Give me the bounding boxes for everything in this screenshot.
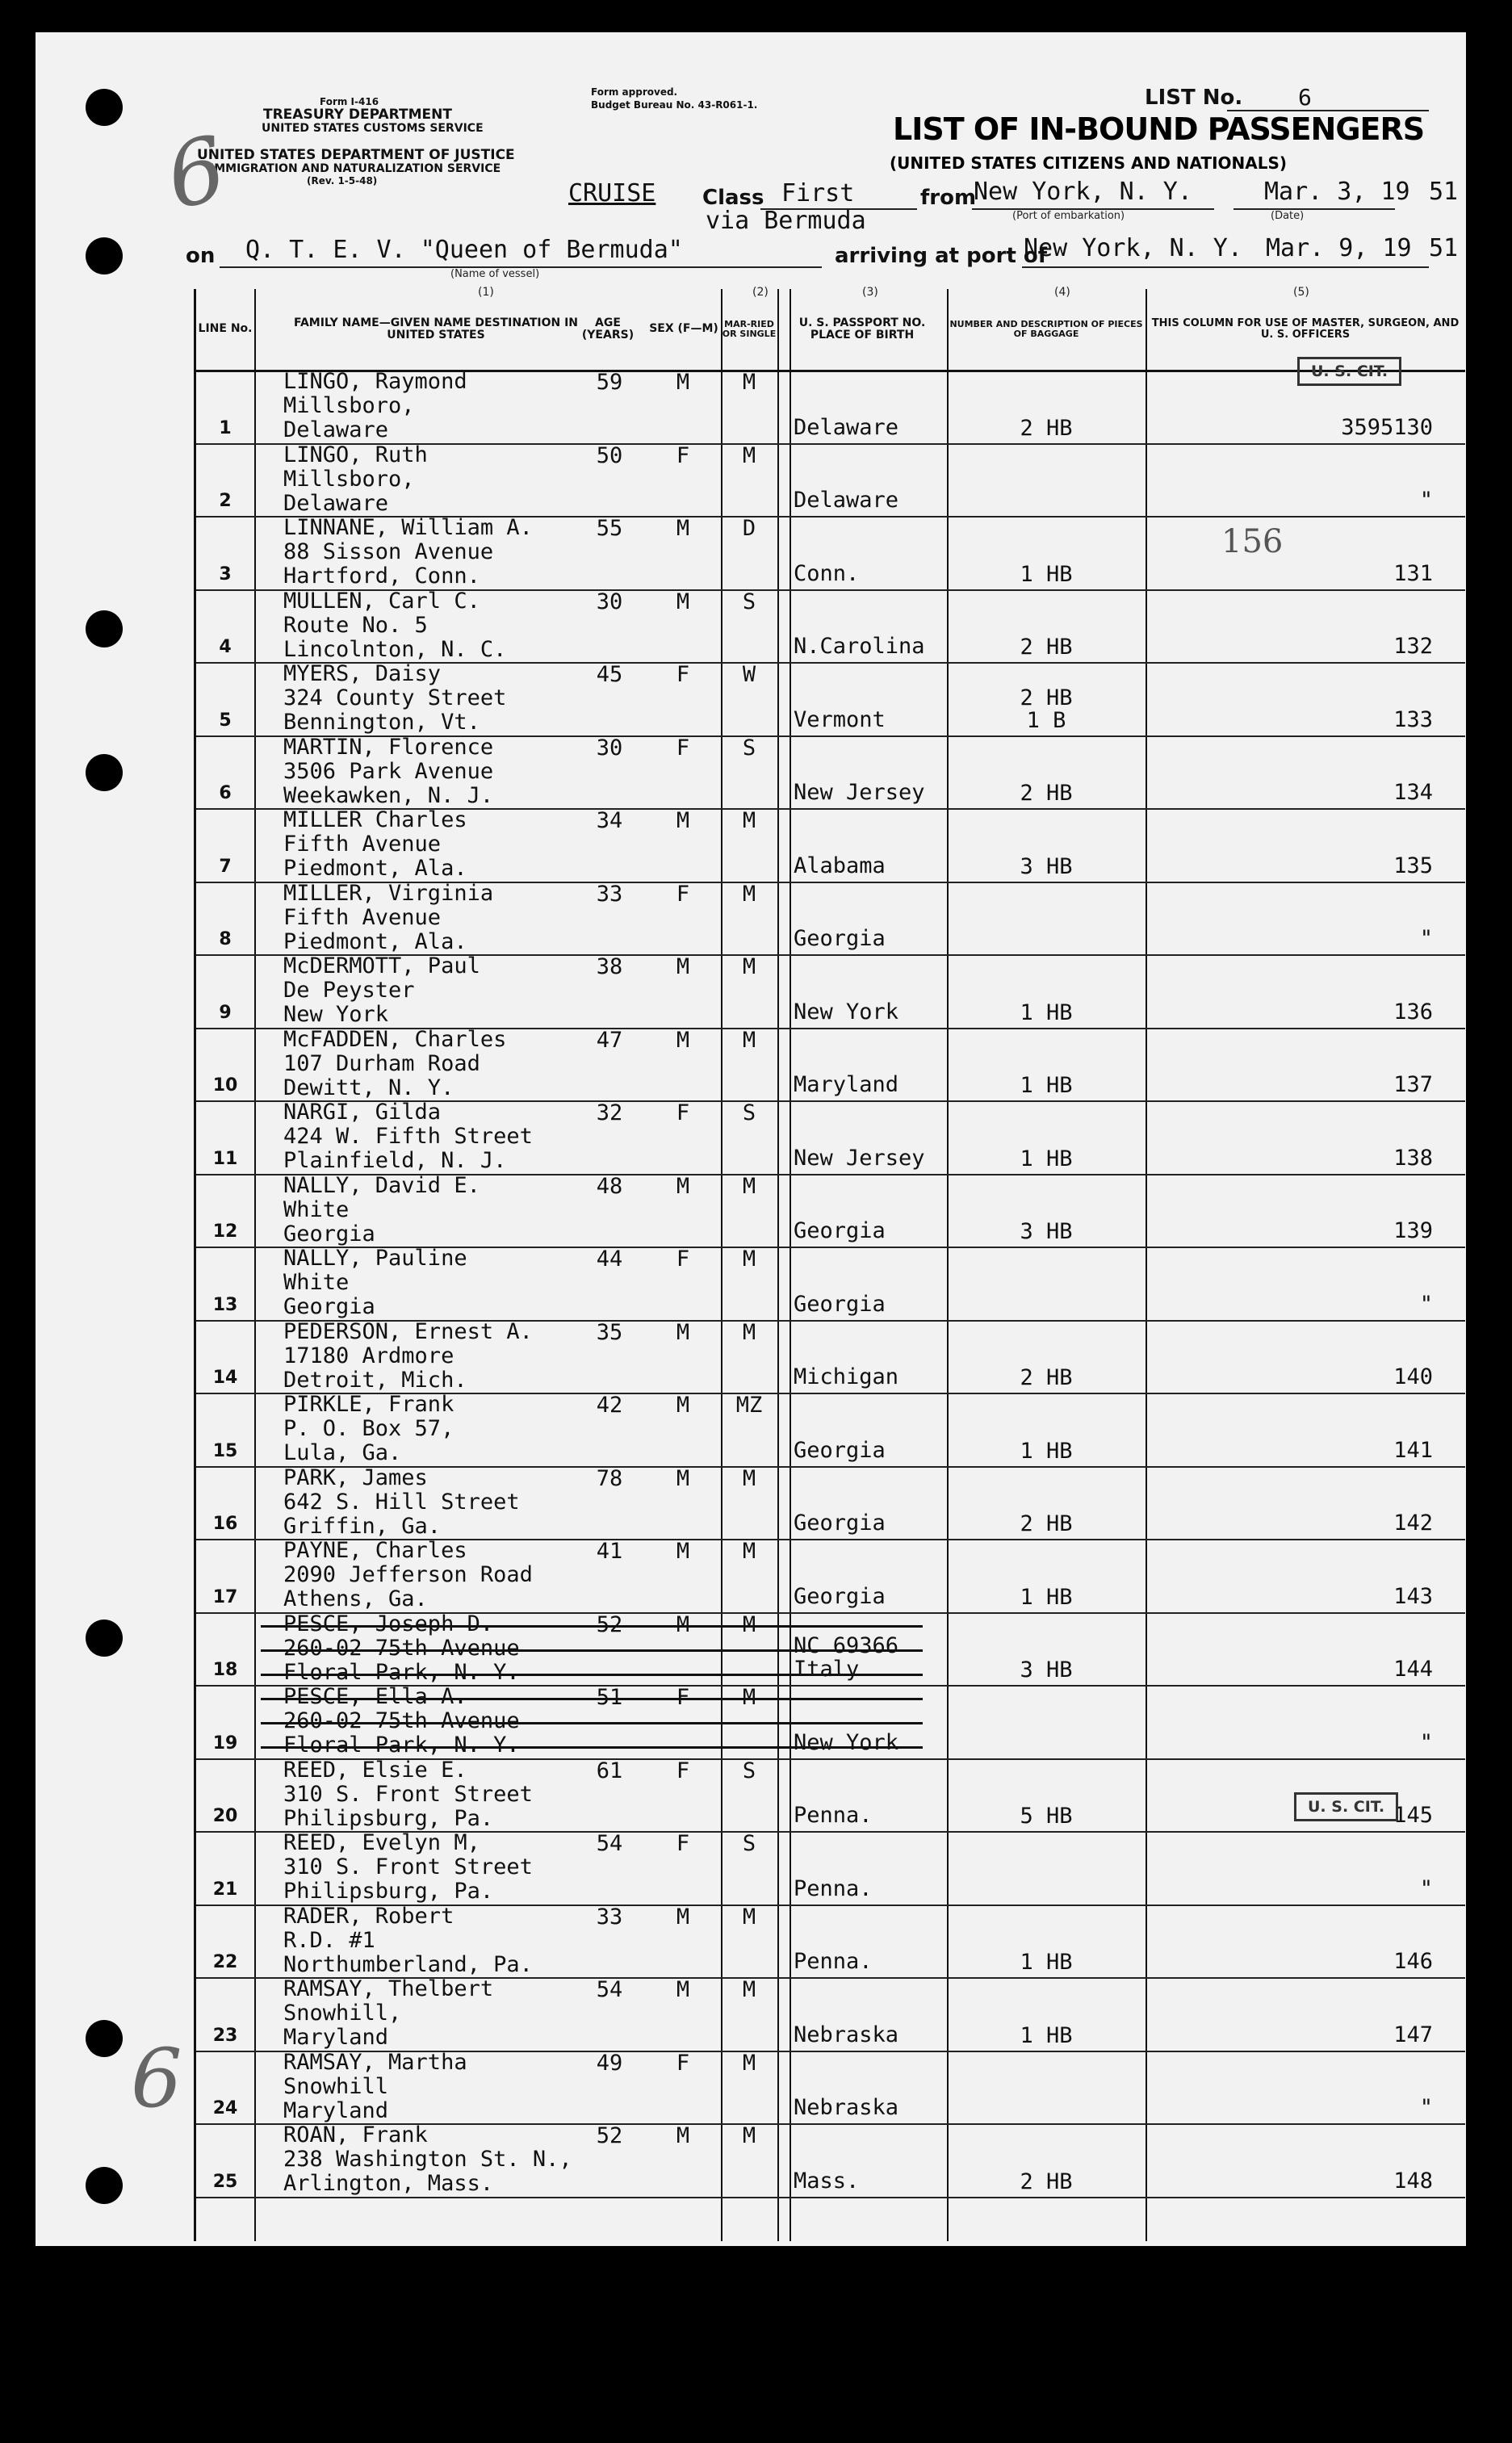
place-of-birth-cell: Penna. — [794, 1803, 873, 1828]
officer-number-cell: " — [1419, 1729, 1433, 1755]
age-cell: 50 — [596, 442, 623, 468]
line-number: 7 — [219, 856, 232, 877]
line-number: 23 — [212, 2025, 238, 2046]
agency-treasury: TREASURY DEPARTMENT — [263, 107, 452, 123]
us-citizen-stamp: U. S. CIT. — [1297, 357, 1401, 386]
col-header-baggage: NUMBER AND DESCRIPTION OF PIECES OF BAGGAGE — [947, 289, 1146, 372]
strikethrough-line — [261, 1625, 923, 1628]
agency-justice: UNITED STATES DEPARTMENT OF JUSTICE — [197, 147, 515, 163]
date-line — [1233, 208, 1395, 210]
sex-cell: M — [676, 1977, 690, 2002]
place-of-birth-cell: Penna. — [794, 1875, 873, 1901]
sex-cell: F — [676, 1100, 690, 1125]
sex-cell: M — [676, 1465, 690, 1491]
table-row — [196, 1831, 1465, 1906]
table-row — [196, 1028, 1465, 1103]
marital-status-cell: S — [742, 1758, 756, 1783]
class-label: Class — [702, 186, 764, 210]
officer-number-cell: 145 — [1393, 1803, 1433, 1828]
sex-cell: M — [676, 1027, 690, 1053]
passenger-table — [194, 289, 1465, 2241]
passenger-name-destination: PESCE, Ella A. 260-02 75th Avenue Floral Park, N. Y. — [283, 1684, 520, 1758]
line-number: 17 — [212, 1586, 238, 1607]
punch-hole — [86, 610, 123, 647]
passenger-name-destination: PIRKLE, Frank P. O. Box 57, Lula, Ga. — [283, 1392, 454, 1465]
place-of-birth-cell: Nebraska — [794, 2095, 899, 2120]
table-row — [196, 1758, 1465, 1833]
table-row — [196, 1466, 1465, 1541]
marital-status-cell: M — [742, 1685, 756, 1710]
passenger-name-destination: LINNANE, William A. 88 Sisson Avenue Hartford, Conn. — [283, 515, 533, 589]
marital-status-cell: MZ — [735, 1393, 763, 1418]
baggage-cell: 1 HB — [1020, 999, 1073, 1025]
table-row — [196, 735, 1465, 811]
table-row — [196, 1905, 1465, 1980]
age-cell: 61 — [596, 1758, 623, 1783]
arriving-label: arriving at port of — [835, 244, 1048, 268]
sex-cell: M — [676, 1393, 690, 1418]
marital-status-cell: S — [742, 735, 756, 761]
col-header-age: AGE (YEARS) — [569, 289, 647, 372]
passenger-name-destination: MYERS, Daisy 324 County Street Bennington, Vt. — [283, 661, 507, 735]
punch-hole — [86, 237, 123, 274]
departure-year: 51 — [1429, 178, 1459, 206]
col-number-2: (2) — [752, 286, 769, 299]
strikethrough-line — [261, 1746, 923, 1749]
arrival-date: Mar. 9, 19 — [1266, 234, 1412, 262]
line-number: 16 — [212, 1514, 238, 1534]
place-of-birth-cell: Delaware — [794, 414, 899, 440]
from-port: New York, N. Y. — [974, 178, 1192, 206]
passenger-name-destination: PESCE, Joseph D. 260-02 75th Avenue Floral Park, N. Y. — [283, 1611, 520, 1685]
marital-status-cell: M — [742, 1319, 756, 1345]
officer-number-cell: 134 — [1393, 780, 1433, 805]
passenger-name-destination: NALLY, Pauline White Georgia — [283, 1246, 467, 1319]
line-number: 20 — [212, 1806, 238, 1826]
baggage-cell: 2 HB — [1020, 635, 1073, 660]
line-number: 18 — [212, 1660, 238, 1680]
place-of-birth-cell: Georgia — [794, 1291, 886, 1317]
line-number: 10 — [212, 1075, 238, 1096]
marital-status-cell: M — [742, 2050, 756, 2076]
officer-number-cell: 137 — [1393, 1072, 1433, 1097]
officer-number-cell: " — [1419, 926, 1433, 951]
baggage-cell: 3 HB — [1020, 1657, 1073, 1682]
marital-status-cell: S — [742, 1100, 756, 1125]
line-number: 14 — [212, 1368, 238, 1388]
place-of-birth-cell: Vermont — [794, 706, 886, 732]
table-row — [196, 370, 1465, 445]
officer-number-cell: 148 — [1393, 2168, 1433, 2194]
list-number-value: 6 — [1298, 84, 1312, 111]
sex-cell: F — [676, 1758, 690, 1783]
from-label: from — [920, 186, 977, 210]
cruise-label: CRUISE — [568, 179, 656, 207]
passenger-name-destination: ROAN, Frank 238 Washington St. N., Arlington, Mass. — [283, 2122, 572, 2196]
place-of-birth-cell: Georgia — [794, 1511, 886, 1536]
baggage-cell: 2 HB — [1020, 2169, 1073, 2194]
form-approved: Form approved. — [591, 86, 678, 98]
place-of-birth-cell: Michigan — [794, 1364, 899, 1389]
line-number: 6 — [219, 783, 232, 803]
line-number: 2 — [219, 491, 232, 511]
col-header-sex: SEX (F—M) — [647, 289, 721, 372]
marital-status-cell: M — [742, 1904, 756, 1930]
officer-number-cell: 131 — [1393, 560, 1433, 586]
via-route: via Bermuda — [706, 207, 866, 235]
agency-ins: IMMIGRATION AND NATURALIZATION SERVICE — [210, 162, 501, 175]
sex-cell: M — [676, 1904, 690, 1930]
col-number-3: (3) — [862, 286, 878, 299]
baggage-cell: 2 HB — [1020, 1365, 1073, 1390]
col-header-officers: THIS COLUMN FOR USE OF MASTER, SURGEON, AND U. S. OFFICERS — [1146, 289, 1465, 372]
sex-cell: M — [676, 1539, 690, 1564]
place-of-birth-cell: Delaware — [794, 488, 899, 513]
budget-bureau: Budget Bureau No. 43-R061-1. — [591, 99, 758, 111]
baggage-cell: 1 HB — [1020, 1584, 1073, 1610]
baggage-cell: 1 HB — [1020, 1950, 1073, 1975]
place-of-birth-cell: Georgia — [794, 1218, 886, 1243]
age-cell: 78 — [596, 1465, 623, 1491]
baggage-cell: 3 HB — [1020, 853, 1073, 879]
baggage-cell: 1 HB — [1020, 2022, 1073, 2048]
line-number: 4 — [219, 637, 232, 657]
officer-number-cell: 132 — [1393, 634, 1433, 659]
age-cell: 42 — [596, 1393, 623, 1418]
passenger-name-destination: RAMSAY, Martha Snowhill Maryland — [283, 2049, 467, 2123]
sex-cell: M — [676, 370, 690, 395]
line-number: 11 — [212, 1148, 238, 1169]
marital-status-cell: M — [742, 2123, 756, 2148]
strikethrough-line — [261, 1674, 923, 1676]
table-row — [196, 1320, 1465, 1395]
arrival-year: 51 — [1429, 234, 1459, 262]
officer-number-cell: 142 — [1393, 1511, 1433, 1536]
line-number: 22 — [212, 1952, 238, 1972]
sex-cell: F — [676, 1685, 690, 1710]
baggage-cell: 2 HB — [1020, 415, 1073, 441]
col-number-5: (5) — [1293, 286, 1309, 299]
marital-status-cell: M — [742, 1027, 756, 1053]
sex-cell: M — [676, 1611, 690, 1637]
vessel-caption: (Name of vessel) — [450, 268, 540, 280]
officer-number-cell: 144 — [1393, 1657, 1433, 1682]
passenger-name-destination: NARGI, Gilda 424 W. Fifth Street Plainfield, N. J. — [283, 1100, 533, 1173]
arrival-line — [1022, 266, 1429, 268]
line-number: 24 — [212, 2098, 238, 2118]
age-cell: 44 — [596, 1247, 623, 1272]
punch-hole — [86, 754, 123, 791]
age-cell: 32 — [596, 1100, 623, 1125]
col-number-1: (1) — [478, 286, 494, 299]
marital-status-cell: S — [742, 589, 756, 614]
page-title: LIST OF IN-BOUND PASSENGERS — [893, 111, 1425, 147]
baggage-cell: 3 HB — [1020, 1219, 1073, 1244]
sex-cell: F — [676, 2050, 690, 2076]
officer-number-cell: 135 — [1393, 853, 1433, 878]
table-row — [196, 2123, 1465, 2198]
passenger-name-destination: MARTIN, Florence 3506 Park Avenue Weekawken, N. J. — [283, 734, 494, 808]
date-caption: (Date) — [1271, 210, 1305, 222]
age-cell: 33 — [596, 881, 623, 907]
officer-number-cell: " — [1419, 1875, 1433, 1901]
table-row — [196, 1685, 1465, 1760]
place-of-birth-cell: Georgia — [794, 926, 886, 951]
baggage-cell: 2 HB — [1020, 781, 1073, 806]
punch-hole — [86, 89, 123, 126]
place-of-birth-cell: Georgia — [794, 1437, 886, 1463]
table-row — [196, 589, 1465, 664]
officer-number-cell: 138 — [1393, 1145, 1433, 1171]
table-row — [196, 1247, 1465, 1322]
vessel-name: Q. T. E. V. "Queen of Bermuda" — [245, 236, 683, 264]
passport-number-cell: NC 69366 — [794, 1632, 899, 1658]
officer-number-cell: 143 — [1393, 1583, 1433, 1609]
age-cell: 30 — [596, 589, 623, 614]
place-of-birth-cell: Conn. — [794, 560, 860, 586]
table-row — [196, 1174, 1465, 1249]
table-row — [196, 1612, 1465, 1687]
marital-status-cell: W — [742, 662, 756, 687]
baggage-cell: 1 HB — [1020, 1438, 1073, 1464]
marital-status-cell: D — [742, 516, 756, 541]
margin-annotation: 6 — [157, 116, 235, 229]
col-header-passport: U. S. PASSPORT NO. PLACE OF BIRTH — [777, 289, 947, 372]
age-cell: 52 — [596, 2123, 623, 2148]
passenger-name-destination: LINGO, Raymond Millsboro, Delaware — [283, 369, 467, 442]
table-row — [196, 1539, 1465, 1614]
class-value: First — [781, 179, 855, 207]
punch-hole — [86, 2167, 123, 2204]
line-number: 8 — [219, 929, 232, 949]
officer-number-cell: " — [1419, 2095, 1433, 2120]
departure-date: Mar. 3, 19 — [1264, 178, 1410, 206]
age-cell: 49 — [596, 2050, 623, 2076]
marital-status-cell: M — [742, 954, 756, 979]
marital-status-cell: M — [742, 1977, 756, 2002]
agency-customs: UNITED STATES CUSTOMS SERVICE — [262, 122, 484, 135]
age-cell: 35 — [596, 1319, 623, 1345]
table-row — [196, 662, 1465, 737]
form-revision: (Rev. 1-5-48) — [307, 175, 378, 186]
passenger-name-destination: REED, Evelyn M, 310 S. Front Street Philipsburg, Pa. — [283, 1830, 533, 1904]
sex-cell: M — [676, 1319, 690, 1345]
line-number: 25 — [212, 2171, 238, 2192]
passenger-name-destination: PARK, James 642 S. Hill Street Griffin, Ga. — [283, 1465, 520, 1539]
strikethrough-line — [261, 1649, 923, 1652]
place-of-birth-cell: New York — [794, 1729, 899, 1755]
place-of-birth-cell: Italy — [794, 1657, 860, 1682]
age-cell: 54 — [596, 1977, 623, 2002]
col-header-line: LINE No. — [196, 289, 254, 372]
officer-number-cell: 140 — [1393, 1364, 1433, 1389]
line-number: 19 — [212, 1733, 238, 1754]
baggage-cell: 5 HB — [1020, 1804, 1073, 1829]
baggage-cell: 2 HB — [1020, 1511, 1073, 1536]
line-number: 21 — [212, 1879, 238, 1900]
passenger-name-destination: MULLEN, Carl C. Route No. 5 Lincolnton, N. C. — [283, 588, 507, 662]
age-cell: 33 — [596, 1904, 623, 1930]
place-of-birth-cell: Maryland — [794, 1072, 899, 1097]
line-number: 1 — [219, 417, 232, 438]
age-cell: 52 — [596, 1611, 623, 1637]
age-cell: 34 — [596, 808, 623, 833]
passenger-name-destination: MILLER Charles Fifth Avenue Piedmont, Ala. — [283, 807, 467, 881]
place-of-birth-cell: Alabama — [794, 853, 886, 878]
col-header-name: FAMILY NAME—GIVEN NAME DESTINATION IN UNITED STATES — [254, 289, 593, 372]
sex-cell: M — [676, 954, 690, 979]
age-cell: 38 — [596, 954, 623, 979]
table-row — [196, 1100, 1465, 1175]
marital-status-cell: M — [742, 1247, 756, 1272]
line-number: 13 — [212, 1294, 238, 1315]
stamped-number: 156 — [1221, 523, 1284, 560]
passenger-name-destination: McDERMOTT, Paul De Peyster New York — [283, 953, 480, 1027]
marital-status-cell: S — [742, 1831, 756, 1856]
age-cell: 47 — [596, 1027, 623, 1053]
officer-number-cell: 147 — [1393, 2022, 1433, 2047]
marital-status-cell: M — [742, 442, 756, 468]
sex-cell: M — [676, 589, 690, 614]
passenger-name-destination: RADER, Robert R.D. #1 Northumberland, Pa. — [283, 1903, 533, 1977]
line-number: 12 — [212, 1222, 238, 1242]
baggage-cell: 1 HB — [1020, 561, 1073, 587]
baggage-cell: 1 HB — [1020, 1146, 1073, 1171]
passenger-name-destination: McFADDEN, Charles 107 Durham Road Dewitt, N. Y. — [283, 1026, 507, 1100]
sex-cell: F — [676, 442, 690, 468]
sex-cell: M — [676, 516, 690, 541]
age-cell: 54 — [596, 1831, 623, 1856]
punch-hole — [86, 1620, 123, 1657]
table-row — [196, 443, 1465, 518]
sex-cell: F — [676, 662, 690, 687]
passenger-name-destination: PAYNE, Charles 2090 Jefferson Road Athens, Ga. — [283, 1538, 533, 1611]
age-cell: 48 — [596, 1173, 623, 1199]
port-embark-caption: (Port of embarkation) — [1012, 210, 1125, 222]
age-cell: 55 — [596, 516, 623, 541]
officer-number-cell: 139 — [1393, 1218, 1433, 1243]
passenger-name-destination: RAMSAY, Thelbert Snowhill, Maryland — [283, 1976, 494, 2050]
marital-status-cell: M — [742, 881, 756, 907]
sex-cell: F — [676, 1831, 690, 1856]
sex-cell: F — [676, 1247, 690, 1272]
passenger-name-destination: LINGO, Ruth Millsboro, Delaware — [283, 442, 428, 516]
officer-number-cell: 141 — [1393, 1437, 1433, 1463]
officer-number-cell: 3595130 — [1341, 414, 1433, 440]
passenger-name-destination: REED, Elsie E. 310 S. Front Street Philipsburg, Pa. — [283, 1757, 533, 1831]
baggage-cell: 2 HB 1 B — [1020, 685, 1073, 733]
marital-status-cell: M — [742, 1611, 756, 1637]
us-citizen-stamp: U. S. CIT. — [1294, 1792, 1398, 1821]
age-cell: 51 — [596, 1685, 623, 1710]
officer-number-cell: " — [1419, 488, 1433, 513]
age-cell: 45 — [596, 662, 623, 687]
page-subtitle: (UNITED STATES CITIZENS AND NATIONALS) — [890, 153, 1288, 173]
officer-number-cell: 133 — [1393, 706, 1433, 732]
marital-status-cell: M — [742, 808, 756, 833]
table-row — [196, 954, 1465, 1029]
strikethrough-line — [261, 1722, 923, 1724]
line-number: 15 — [212, 1440, 238, 1461]
margin-annotation: 6 — [131, 2031, 182, 2126]
age-cell: 30 — [596, 735, 623, 761]
on-label: on — [186, 244, 216, 268]
table-row — [196, 2051, 1465, 2126]
sex-cell: F — [676, 881, 690, 907]
passenger-name-destination: MILLER, Virginia Fifth Avenue Piedmont, Ala. — [283, 880, 494, 954]
table-row — [196, 808, 1465, 883]
marital-status-cell: M — [742, 370, 756, 395]
officer-number-cell: 136 — [1393, 999, 1433, 1025]
passenger-name-destination: NALLY, David E. White Georgia — [283, 1172, 480, 1247]
sex-cell: M — [676, 2123, 690, 2148]
baggage-cell: 1 HB — [1020, 1073, 1073, 1098]
marital-status-cell: M — [742, 1465, 756, 1491]
place-of-birth-cell: Georgia — [794, 1583, 886, 1609]
strikethrough-line — [261, 1698, 923, 1700]
place-of-birth-cell: New Jersey — [794, 780, 925, 805]
age-cell: 41 — [596, 1539, 623, 1564]
sex-cell: M — [676, 808, 690, 833]
place-of-birth-cell: Mass. — [794, 2168, 860, 2194]
table-row — [196, 1977, 1465, 2052]
marital-status-cell: M — [742, 1173, 756, 1199]
place-of-birth-cell: Nebraska — [794, 2022, 899, 2047]
arrival-port: New York, N. Y. — [1024, 234, 1242, 262]
punch-hole — [86, 2020, 123, 2057]
table-row — [196, 1393, 1465, 1468]
place-of-birth-cell: N.Carolina — [794, 634, 925, 659]
officer-number-cell: 146 — [1393, 1949, 1433, 1974]
age-cell: 59 — [596, 370, 623, 395]
col-header-married: MAR-RIED OR SINGLE — [721, 289, 777, 372]
officer-number-cell: " — [1419, 1291, 1433, 1317]
form-number: Form I-416 — [320, 96, 379, 107]
passenger-name-destination: PEDERSON, Ernest A. 17180 Ardmore Detroit, Mich. — [283, 1318, 533, 1393]
line-number: 3 — [219, 564, 232, 585]
list-number-label: LIST No. — [1145, 86, 1243, 110]
marital-status-cell: M — [742, 1539, 756, 1564]
table-row — [196, 882, 1465, 957]
line-number: 9 — [219, 1002, 232, 1023]
col-number-4: (4) — [1054, 286, 1070, 299]
sex-cell: M — [676, 1173, 690, 1199]
place-of-birth-cell: New York — [794, 999, 899, 1025]
place-of-birth-cell: Penna. — [794, 1949, 873, 1974]
sex-cell: F — [676, 735, 690, 761]
place-of-birth-cell: New Jersey — [794, 1145, 925, 1171]
line-number: 5 — [219, 710, 232, 731]
